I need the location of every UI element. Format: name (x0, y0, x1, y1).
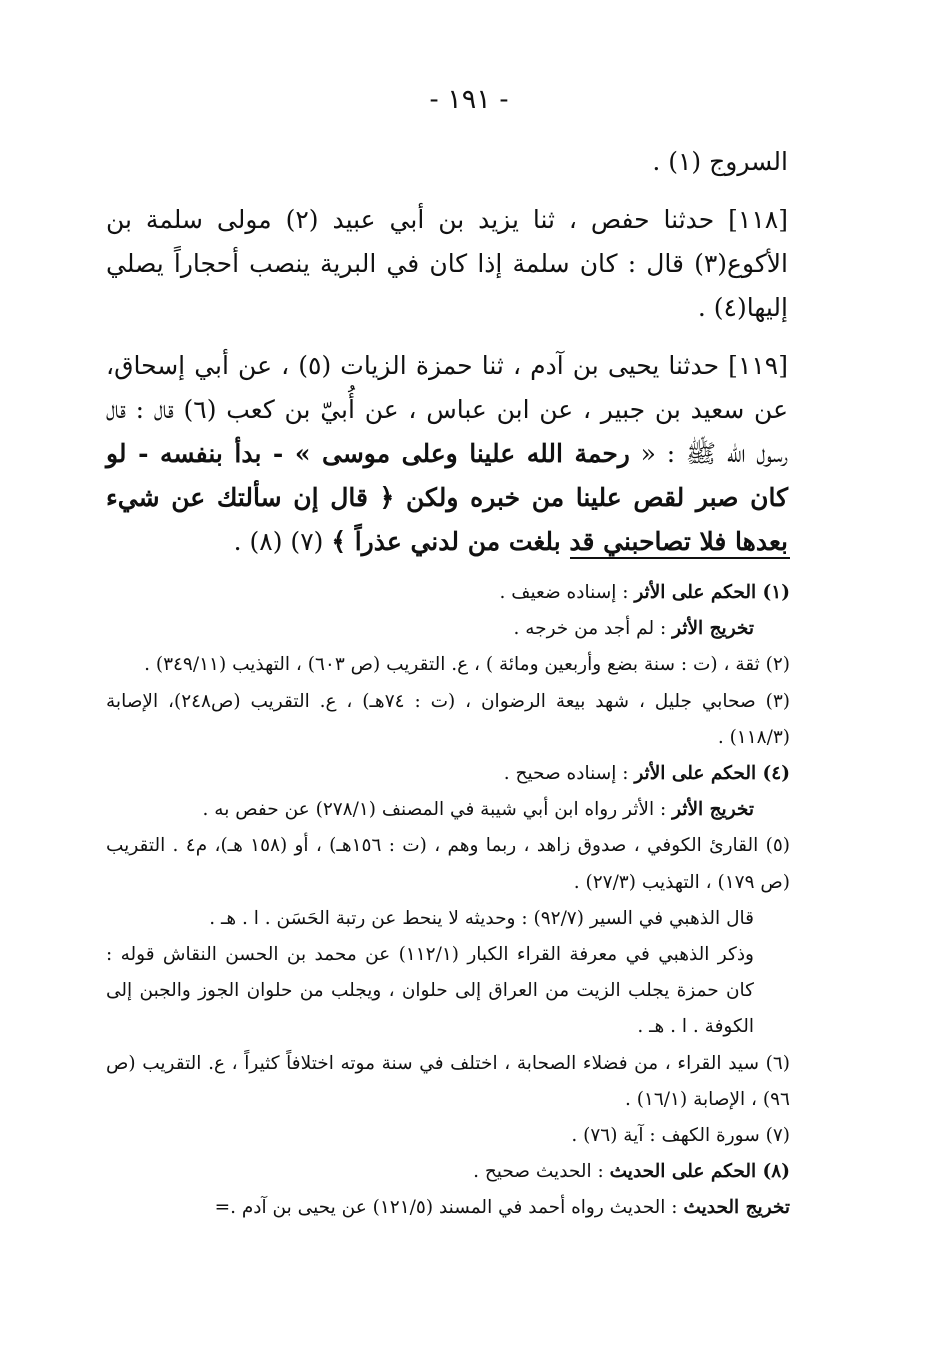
footnote-8-takhrij (106, 1190, 790, 1226)
footnote-text: : الحديث رواه أحمد في المسند (١٢١/٥) عن يحيى بن آدم .= (214, 1197, 684, 1219)
paragraph-continuation: السروج (١) . (652, 147, 788, 176)
footnote-label: تخريج الأثر (672, 799, 754, 821)
footnote-6: (٦) سيد القراء ، من فضلاء الصحابة ، اختلف في سنة موته اختلافاً كثيراً ، ع. التقريب (ص ٩٦) ، الإصابة (١٦/١) . (106, 1052, 790, 1110)
footnote-text: : الأثر رواه ابن أبي شيبة في المصنف (٢٧٨/١) عن حفص به . (202, 799, 673, 821)
footnote-5-dhahabi: قال الذهبي في السير (٩٢/٧) : وحديثه لا ينحط عن رتبة الحَسَن . ا . هـ . (209, 907, 754, 929)
footnote-2: (٢) ثقة ، (ت : سنة بضع وأربعين ومائة ) ، ع. التقريب (ص ٦٠٣) ، التهذيب (٣٤٩/١١) . (144, 654, 790, 676)
footnote-3: (٣) صحابي جليل ، شهد بيعة الرضوان ، (ت : ٧٤هـ) ، ع. التقريب (ص٢٤٨)، الإصابة (١١٨/٣) . (106, 690, 790, 748)
paragraph-118: [١١٨] حدثنا حفص ، ثنا يزيد بن أبي عبيد (٢) مولى سلمة بن الأكوع(٣) قال : كان سلمة إذا كان في البرية ينصب أحجاراً يصلي إليها(٤) . (106, 205, 788, 322)
footnote-text: : إسناده صحيح . (503, 763, 635, 785)
paragraph-119 (106, 344, 788, 564)
footnote-text: : إسناده ضعيف . (499, 582, 635, 603)
footnote-7: (٧) سورة الكهف : آية (٧٦) . (571, 1125, 790, 1147)
footnote-label: تخريج الأثر (672, 618, 754, 640)
footnote-label: (٤) الحكم على الأثر (634, 763, 790, 785)
footnotes (106, 575, 790, 1227)
footnote-text: : الحديث صحيح . (473, 1161, 610, 1183)
footnote-5-naqqash: وذكر الذهبي في معرفة القراء الكبار (١١٢/١) عن محمد بن الحسن النقاش قوله : كان حمزة يجلب الزيت من العراق إلى حلوان ، ويجلب من حلوان الجوز والجبن إلى الكوفة . ا . هـ . (106, 944, 754, 1038)
footnote-label: تخريج الحديث (683, 1197, 790, 1219)
hadith-quote: رحمة الله علينا وعلى موسى » - بدأ بنفسه - لو كان صبر لقص علينا من خبره ولكن ﴿ قال إن سألتك عن شيء بعدها فلا تصاحبني قد بلغت من لدني عذراً ﴾ (106, 439, 788, 556)
footnote-5: (٥) القارئ الكوفي ، صدوق زاهد ، ربما وهم ، (ت : ١٥٦هـ) ، أو (١٥٨ هـ)، م٤ . التقريب (ص ١٧٩) ، التهذيب (٢٧/٣) . (106, 835, 790, 893)
footnote-text: : لم أجد من خرجه . (513, 618, 673, 640)
page-number: - ١٩١ - (429, 84, 509, 115)
footnote-label: (١) الحكم على الأثر (634, 582, 790, 603)
footnote-4-takhrij (106, 792, 790, 828)
paragraph-119-end: (٧) (٨) . (233, 527, 332, 556)
footnote-1 (106, 575, 790, 611)
paragraph-119-text: [١١٩] حدثنا يحيى بن آدم ، ثنا حمزة الزيات (٥) ، عن أبي إسحاق، عن سعيد بن جبير ، عن ابن عباس ، عن أُبيّ بن كعب (٦) قال : قال رسول الله ﷺ : « (106, 351, 789, 468)
footnote-8 (106, 1154, 790, 1190)
main-text (106, 140, 788, 564)
footnote-divider (570, 557, 790, 559)
footnote-label: (٨) الحكم على الحديث (609, 1161, 790, 1183)
footnote-4 (106, 756, 790, 792)
footnote-1-takhrij (106, 611, 790, 647)
